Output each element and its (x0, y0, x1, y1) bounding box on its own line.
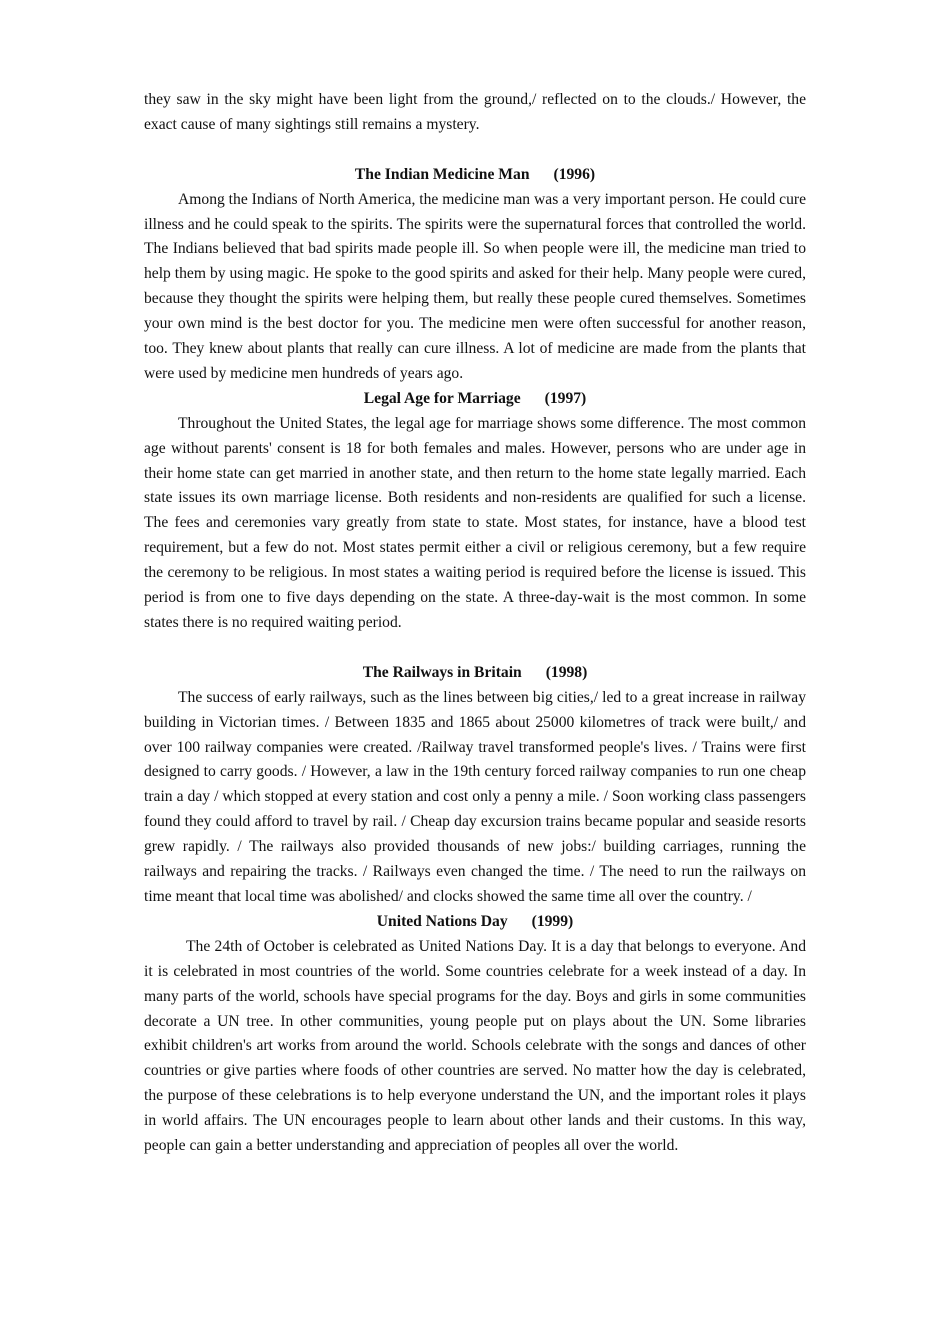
section-year: (1999) (531, 912, 574, 930)
section-title-text: The Railways in Britain (362, 663, 522, 681)
section-year: (1996) (553, 165, 596, 183)
section-body-legal-age-for-marriage: Throughout the United States, the legal age for marriage shows some difference. The most common age without parents' consent is 18 for both females and males. However, persons who are under age in their home state can get married in another state, and then return to the home state legally married. Each state issues its own marriage license. Both residents and non-residents are qualified for such a license. The fees and ceremonies vary greatly from state to state. Most states, for instance, have a blood test requirement, but a few do not. Most states permit either a civil or religious ceremony, but a few require the ceremony to be religious. In most states a waiting period is required before the license is issued. This period is from one to five days depending on the state. A three-day-wait is the most common. In some states there is no required waiting period. (144, 414, 806, 632)
section-title-united-nations-day (144, 910, 806, 935)
section-gap (144, 138, 806, 163)
section-title-indian-medicine-man (144, 163, 806, 188)
section-year: (1997) (544, 389, 587, 407)
section-year: (1998) (545, 663, 588, 681)
section-title-railways-in-britain (144, 661, 806, 686)
section-gap (144, 636, 806, 661)
intro-paragraph: they saw in the sky might have been light from the ground,/ reflected on to the clouds./ However, the exact cause of many sightings still remains a mystery. (144, 91, 806, 133)
section-body-railways-in-britain: The success of early railways, such as the lines between big cities,/ led to a great increase in railway building in Victorian times. / Between 1835 and 1865 about 25000 kilometres of track were built,/ and over 100 railway companies were created. /Railway travel transformed people's lives. / Trains were first designed to carry goods. / However, a law in the 19th century forced railway companies to run one cheap train a day / which stopped at every station and cost only a penny a mile. / Soon working class passengers found they could afford to travel by rail. / Cheap day excursion trains became popular and seaside resorts grew rapidly. / The railways also provided thousands of new jobs:/ building carriages, running the railways and repairing the tracks. / Railways even changed the time. / The need to run the railways on time meant that local time was abolished/ and clocks showed the same time all over the country. / (144, 688, 806, 905)
section-title-text: United Nations Day (376, 912, 508, 930)
section-body-united-nations-day: The 24th of October is celebrated as United Nations Day. It is a day that belongs to everyone. And it is celebrated in most countries of the world. Some countries celebrate for a week instead of a day. In many parts of the world, schools have special programs for the day. Boys and girls in some communities decorate a UN tree. In other communities, young people put on plays about the UN. Some libraries exhibit children's art works from around the world. Schools celebrate with the songs and dances of other countries or give parties where foods of other countries are served. No matter how the day is celebrated, the purpose of these celebrations is to help everyone understand the UN, and the important roles it plays in world affairs. The UN encourages people to learn about other lands and their customs. In this way, people can gain a better understanding and appreciation of peoples all over the world. (144, 937, 806, 1155)
document-page (144, 88, 806, 1159)
section-title-text: Legal Age for Marriage (363, 389, 521, 407)
section-body-indian-medicine-man: Among the Indians of North America, the medicine man was a very important person. He could cure illness and he could speak to the spirits. The spirits were the supernatural forces that controlled the world. The Indians believed that bad spirits made people ill. So when people were ill, the medicine man tried to help them by using magic. He spoke to the good spirits and asked for their help. Many people were cured, because they thought the spirits were helping them, but really these people cured themselves. Sometimes your own mind is the best doctor for you. The medicine men were often successful for another reason, too. They knew about plants that really can cure illness. A lot of medicine are made from the plants that were used by medicine men hundreds of years ago. (144, 190, 806, 382)
section-title-text: The Indian Medicine Man (354, 165, 530, 183)
section-title-legal-age-for-marriage (144, 387, 806, 412)
